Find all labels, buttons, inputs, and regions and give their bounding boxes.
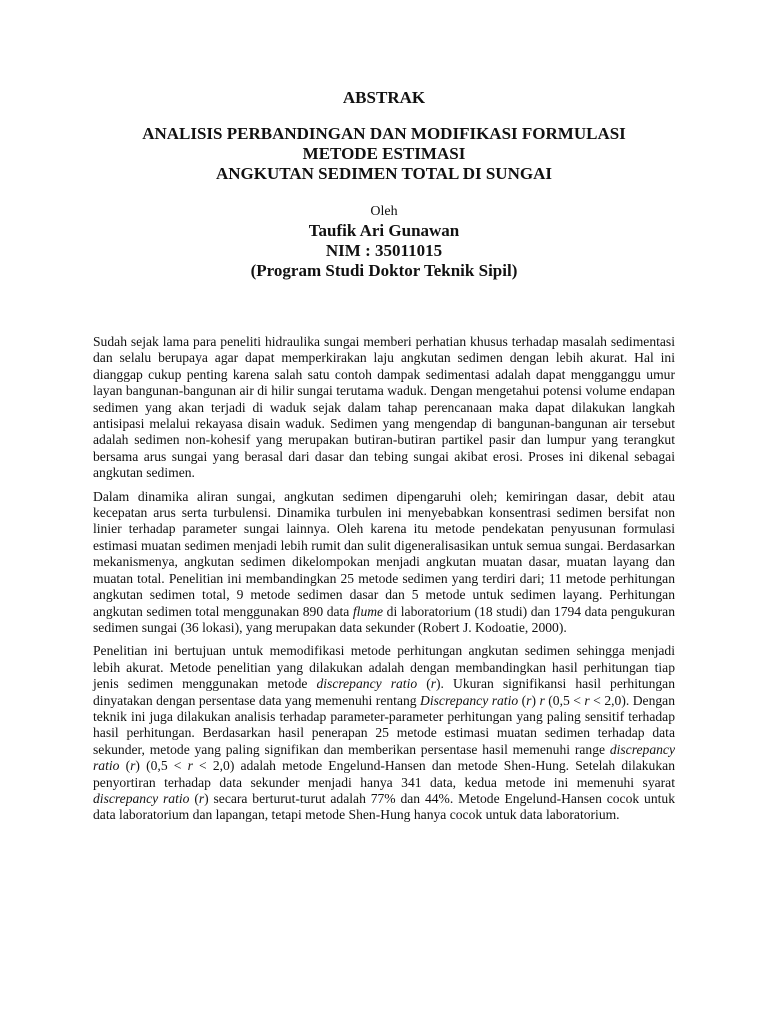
italic-term: discrepancy ratio — [316, 676, 418, 692]
text-run: ( — [518, 692, 527, 708]
italic-term: r — [130, 758, 136, 774]
italic-term: flume — [352, 603, 384, 619]
italic-term: discrepancy ratio — [93, 790, 190, 806]
abstract-paragraph — [93, 334, 675, 482]
text-run: ) secara berturut-turut adalah 77% dan 44%. Metode Engelund-Hansen cocok untuk data laboratorium dan lapangan, tetapi metode Shen-Hung hanya cocok untuk data laboratorium. — [93, 790, 675, 823]
italic-term: r — [198, 790, 205, 806]
text-run: Penelitian ini bertujuan untuk memodifikasi metode perhitungan angkutan sedimen sehingga menjadi lebih akurat. Metode penelitian yang dilakukan adalah dengan membandingkan hasil perhitungan tiap jenis sedimen menggunakan metode — [93, 643, 675, 692]
student-id: NIM : 35011015 — [325, 241, 443, 260]
text-run: < 2,0). Dengan teknik ini juga dilakukan analisis terhadap parameter-parameter perhitungan yang paling sensitif terhadap hasil perhitungan. Berdasarkan hasil penerapan 25 metode estimasi muatan sedimen terhadap data sekunder, metode yang paling signifikan dan memberikan persentase hasil memenuhi range — [93, 692, 675, 757]
text-run: Sudah sejak lama para peneliti hidraulika sungai memberi perhatian khusus terhadap masalah sedimentasi dan selalu berupaya agar dapat memperkirakan laju angkutan sedimen dengan lebih akurat. Hal ini dianggap cukup penting karena salah satu contoh dampak sedimentasi adalah dapat mengganggu umur layan bangunan-bangunan air di hilir sungai terutama waduk. Dengan mengetahui potensi volume endapan sedimen yang akan terjadi di waduk sejak dalam tahap perencanaan maka dapat dilakukan langkah antisipasi melalui rekayasa disain waduk. Sedimen yang mengendap di bangunan-bangunan air tersebut adalah sedimen non-kohesif yang merupakan butiran-butiran partikel pasir dan lumpur yang terangkut bersama arus sungai yang berasal dari dasar dan tebing sungai akibat erosi. Proses ini dikenal sebagai angkutan sedimen. — [93, 334, 675, 481]
abstract-paragraph — [93, 643, 675, 823]
italic-term: r — [539, 692, 545, 708]
text-run: ) — [531, 692, 540, 708]
thesis-title — [0, 124, 768, 184]
italic-term: Discrepancy ratio — [420, 692, 519, 708]
title-line: METODE ESTIMASI — [302, 144, 466, 163]
title-line: ANALISIS PERBANDINGAN DAN MODIFIKASI FORMULASI — [142, 124, 626, 143]
italic-term: r — [430, 676, 437, 692]
text-run: ). Ukuran signifikansi hasil perhitungan dinyatakan dengan persentase data yang memenuhi rentang — [93, 676, 675, 708]
text-run: ( — [189, 790, 199, 806]
italic-term: discrepancy ratio — [93, 741, 675, 774]
text-run: ( — [417, 676, 431, 692]
by-label: Oleh — [370, 204, 398, 219]
author-block — [0, 203, 768, 281]
abstract-heading: ABSTRAK — [342, 88, 426, 107]
text-run: (0,5 < — [544, 692, 585, 708]
title-line: ANGKUTAN SEDIMEN TOTAL DI SUNGAI — [216, 164, 552, 183]
author-name: Taufik Ari Gunawan — [308, 221, 460, 240]
study-program: (Program Studi Doktor Teknik Sipil) — [250, 261, 518, 280]
text-run: < 2,0) adalah metode Engelund-Hansen dan metode Shen-Hung. Setelah dilakukan penyortiran terhadap data sekunder menjadi hanya 341 data, kedua metode ini memenuhi syarat — [93, 758, 675, 790]
abstract-paragraph — [93, 489, 675, 637]
text-run: di laboratorium (18 studi) dan 1794 data pengukuran sedimen sungai (36 lokasi), yang merupakan data sekunder (Robert J. Kodoatie, 2000). — [93, 603, 676, 635]
text-run: ) (0,5 < — [135, 758, 188, 774]
text-run: Dalam dinamika aliran sungai, angkutan sedimen dipengaruhi oleh; kemiringan dasar, debit atau kecepatan arus serta turbulensi. Dinamika turbulen ini menyebabkan konsentrasi sedimen bersifat non linier terhadap parameter sungai lainnya. Oleh karena itu metode pendekatan penyusunan formulasi estimasi muatan sedimen menjadi lebih rumit dan sulit digeneralisasikan untuk semua sungai. Berdasarkan mekanismenya, angkutan sedimen dikelompokan menjadi angkutan muatan dasar, muatan layang dan muatan total. Penelitian ini membandingkan 25 metode sedimen yang terdiri dari; 11 metode perhitungan angkutan sedimen total, 9 metode sedimen dasar dan 5 metode untuk sedimen layang. Perhitungan angkutan sedimen total menggunakan 890 data — [93, 488, 675, 619]
italic-term: r — [584, 692, 590, 708]
italic-term: r — [187, 758, 193, 774]
text-run: ( — [119, 758, 131, 774]
italic-term: r — [526, 692, 532, 708]
abstract-body — [93, 334, 675, 831]
